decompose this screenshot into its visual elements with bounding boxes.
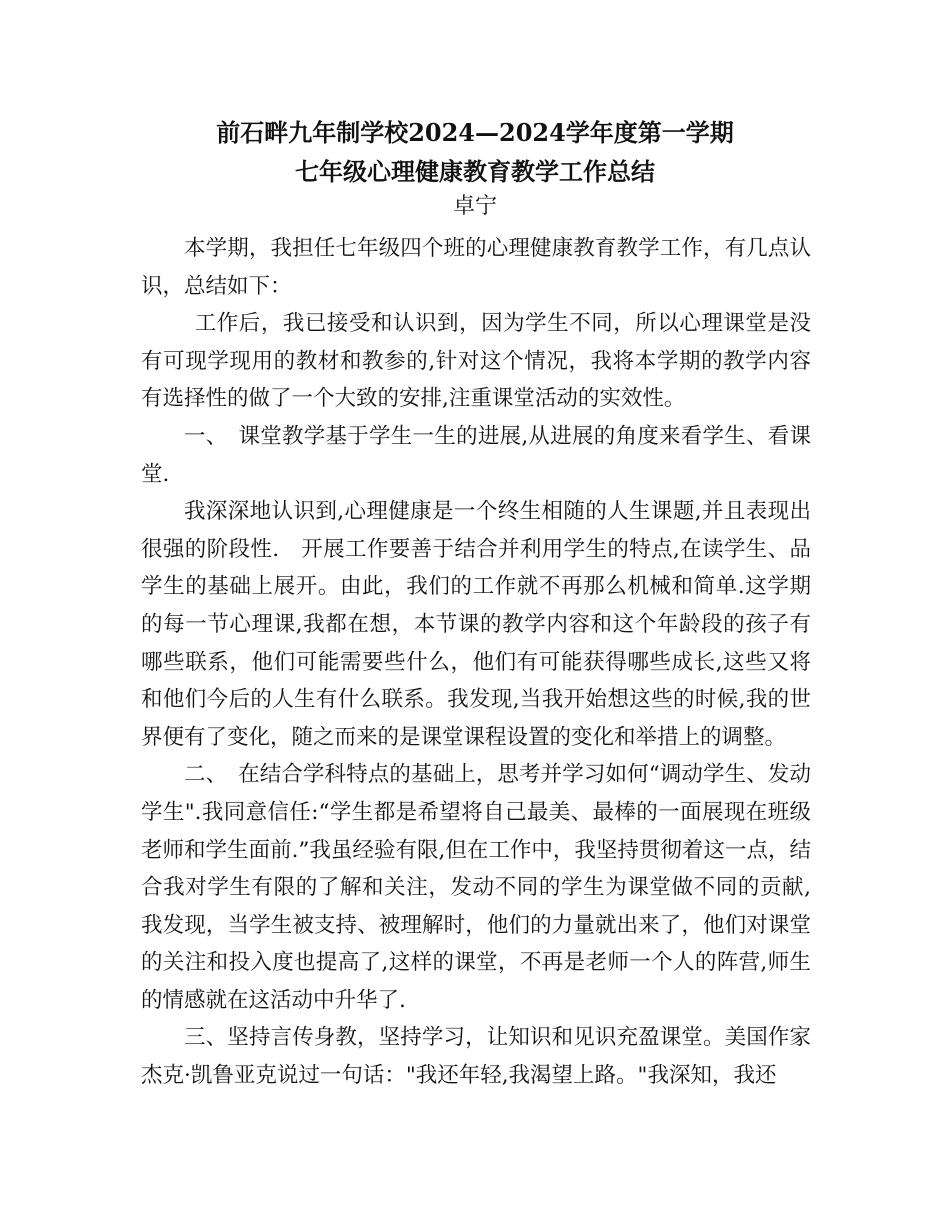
paragraph-intro: 本学期，我担任七年级四个班的心理健康教育教学工作，有几点认识，总结如下： bbox=[141, 236, 811, 299]
paragraph-section-2: 二、 在结合学科特点的基础上，思考并学习如何“调动学生、发动学生".我同意信任:“学生都是希望将自己最美、最棒的一面展现在班级老师和学生面前.”我虽经验有限,但在工作中，我坚持贯彻着这一点，结合我对学生有限的了解和关注，发动不同的学生为课堂做不同的贡献,我发现，当学生被支持、被理解时，他们的力量就出来了，他们对课堂的关注和投入度也提高了,这样的课堂，不再是老师一个人的阵营,师生的情感就在这活动中升华了. bbox=[141, 762, 811, 1013]
document-title-line-2: 七年级心理健康教育教学工作总结 bbox=[295, 157, 655, 186]
paragraph-section-1: 我深深地认识到,心理健康是一个终生相随的人生课题,并且表现出很强的阶段性. 开展工作要善于结合并利用学生的特点,在读学生、品学生的基础上展开。由此，我们的工作就不再那么机械和简单.这学期的每一节心理课,我都在想，本节课的教学内容和这个年龄段的孩子有哪些联系，他们可能需要些什么，他们有可能获得哪些成长,这些又将和他们今后的人生有什么联系。我发现,当我开始想这些的时候,我的世界便有了变化，随之而来的是课堂课程设置的变化和举措上的调整。 bbox=[141, 499, 811, 750]
section-heading-1: 一、 课堂教学基于学生一生的进展,从进展的角度来看学生、看课堂. bbox=[141, 423, 811, 487]
paragraph-background: 工作后，我已接受和认识到，因为学生不同，所以心理课堂是没有可现学现用的教材和教参的,针对这个情况，我将本学期的教学内容有选择性的做了一个大致的安排,注重课堂活动的实效性。 bbox=[141, 311, 811, 412]
author-name: 卓宁 bbox=[452, 194, 497, 219]
document-body bbox=[141, 230, 811, 1095]
paragraph-section-3: 三、坚持言传身教，坚持学习，让知识和见识充盈课堂。美国作家杰克·凯鲁亚克说过一句话："我还年轻,我渴望上路。"我深知，我还 bbox=[141, 1025, 811, 1089]
document-title-line-1: 前石畔九年制学校2024—2024学年度第一学期 bbox=[216, 118, 734, 147]
